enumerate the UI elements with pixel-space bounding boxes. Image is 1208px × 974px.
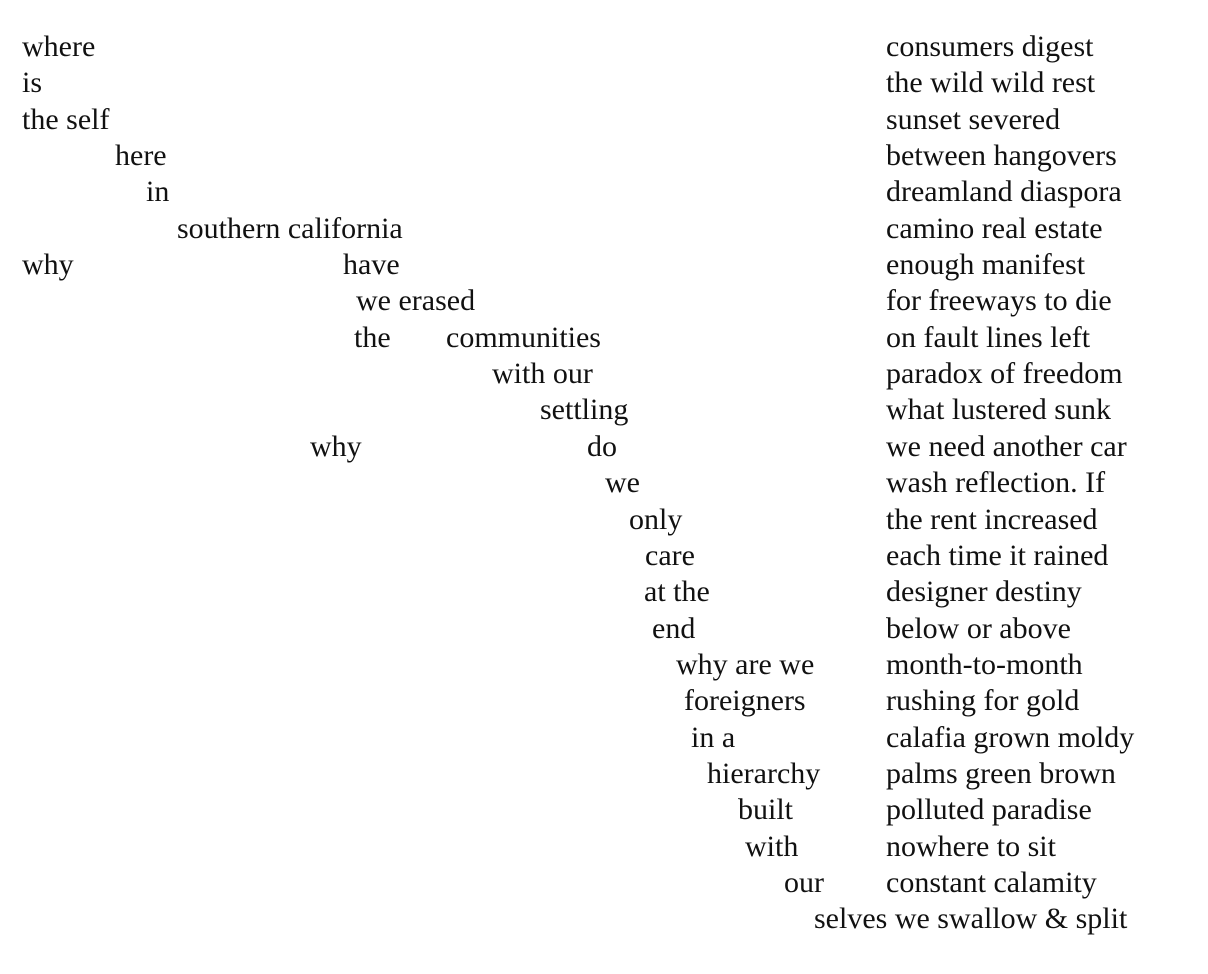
left-word: here bbox=[115, 139, 167, 172]
right-line: below or above bbox=[886, 612, 1071, 645]
left-word: selves we swallow & split bbox=[814, 902, 1128, 935]
left-word: care bbox=[645, 539, 695, 572]
left-word: the bbox=[354, 321, 391, 354]
left-word: the self bbox=[22, 103, 110, 136]
right-line: what lustered sunk bbox=[886, 393, 1111, 426]
right-line: camino real estate bbox=[886, 212, 1103, 245]
left-word: we erased bbox=[356, 284, 476, 317]
right-line: the rent increased bbox=[886, 503, 1098, 536]
right-line: enough manifest bbox=[886, 248, 1086, 281]
left-word: in a bbox=[691, 721, 736, 754]
right-line: consumers digest bbox=[886, 30, 1094, 63]
left-word: hierarchy bbox=[707, 757, 821, 790]
right-line: dreamland diaspora bbox=[886, 175, 1122, 208]
right-line: calafia grown moldy bbox=[886, 721, 1135, 754]
left-word: in bbox=[146, 175, 170, 208]
left-word: is bbox=[22, 66, 43, 99]
right-line: rushing for gold bbox=[886, 684, 1080, 717]
left-word: built bbox=[738, 793, 794, 826]
right-line: nowhere to sit bbox=[886, 830, 1056, 863]
left-word: we bbox=[605, 466, 640, 499]
right-line: designer destiny bbox=[886, 575, 1082, 608]
left-word: our bbox=[784, 866, 824, 899]
right-line: the wild wild rest bbox=[886, 66, 1096, 99]
right-line: on fault lines left bbox=[886, 321, 1091, 354]
right-line: between hangovers bbox=[886, 139, 1117, 172]
left-word: communities bbox=[446, 321, 601, 354]
right-line: polluted paradise bbox=[886, 793, 1092, 826]
left-word: with bbox=[745, 830, 799, 863]
right-line: constant calamity bbox=[886, 866, 1097, 899]
left-word: at the bbox=[644, 575, 710, 608]
left-word: foreigners bbox=[684, 684, 806, 717]
left-word: why are we bbox=[676, 648, 815, 681]
left-word: have bbox=[343, 248, 400, 281]
left-word: why bbox=[310, 430, 362, 463]
left-word: end bbox=[652, 612, 696, 645]
right-line: we need another car bbox=[886, 430, 1127, 463]
right-line: sunset severed bbox=[886, 103, 1061, 136]
right-line: wash reflection. If bbox=[886, 466, 1106, 499]
left-word: where bbox=[22, 30, 96, 63]
right-line: paradox of freedom bbox=[886, 357, 1123, 390]
left-word: southern california bbox=[177, 212, 403, 245]
left-word: settling bbox=[540, 393, 629, 426]
left-word: why bbox=[22, 248, 74, 281]
left-word: with our bbox=[492, 357, 593, 390]
right-line: palms green brown bbox=[886, 757, 1116, 790]
right-line: month-to-month bbox=[886, 648, 1083, 681]
left-word: only bbox=[629, 503, 683, 536]
right-line: for freeways to die bbox=[886, 284, 1112, 317]
right-line: each time it rained bbox=[886, 539, 1109, 572]
left-word: do bbox=[587, 430, 617, 463]
